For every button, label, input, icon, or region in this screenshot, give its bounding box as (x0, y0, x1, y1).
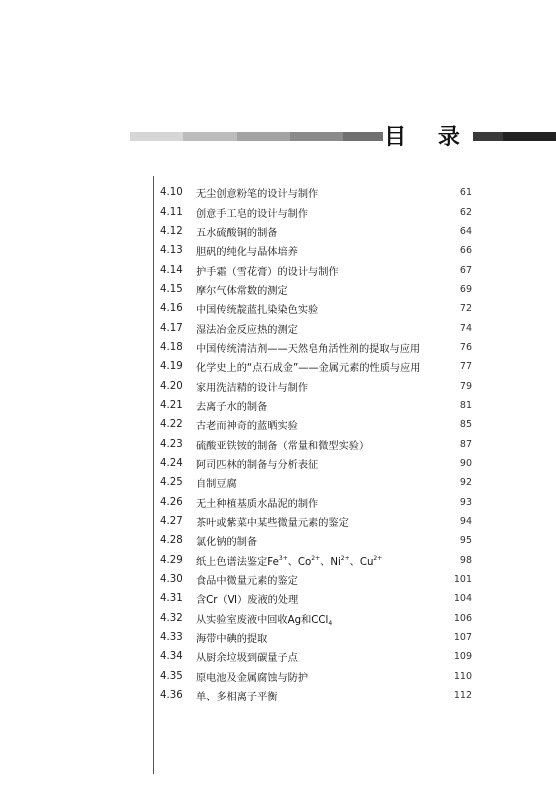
entry-number: 4.32 (160, 612, 183, 624)
entry-title: 化学史上的“点石成金”——金属元素的性质与应用 (196, 363, 421, 375)
entry-title: 纸上色谱法鉴定$Fe^{3+}$、$Co^{2+}$、$Ni^{2+}$、$Cu^{2+}$ (196, 554, 383, 568)
entry-number: 4.17 (160, 322, 183, 334)
toc-entry[interactable] (160, 454, 472, 473)
entry-number: 4.14 (160, 264, 183, 276)
entry-number: 4.10 (160, 187, 183, 199)
entry-title: 摩尔气体常数的测定 (196, 285, 288, 297)
entry-page: 90 (459, 457, 472, 469)
entry-number: 4.22 (160, 419, 183, 431)
entry-number: 4.23 (160, 438, 183, 450)
entry-title: 胆矾的纯化与晶体培养 (196, 247, 298, 259)
toc-entry[interactable] (160, 299, 472, 318)
entry-title: 含Cr（Ⅵ）废液的处理 (196, 595, 299, 607)
entry-title: 海带中碘的提取 (196, 634, 268, 646)
toc-entry[interactable] (160, 357, 472, 376)
entry-title: 单、多相离子平衡 (196, 692, 278, 704)
entry-title: 氯化钠的制备 (196, 537, 258, 549)
entry-page: 72 (459, 303, 472, 315)
entry-title: 自制豆腐 (196, 479, 237, 491)
entry-number: 4.31 (160, 593, 183, 605)
toc-entry[interactable] (160, 628, 472, 647)
margin-rule (153, 176, 154, 774)
toc-entry[interactable] (160, 318, 472, 337)
entry-title: 硫酸亚铁铵的制备（常量和微型实验） (196, 440, 370, 452)
entry-page: 74 (459, 322, 472, 334)
toc-entry[interactable] (160, 260, 472, 279)
entry-page: 64 (459, 225, 472, 237)
entry-number: 4.21 (160, 399, 183, 411)
entry-page: 85 (459, 419, 472, 431)
entry-number: 4.25 (160, 477, 183, 489)
toc-entry[interactable] (160, 570, 472, 589)
entry-number: 4.36 (160, 690, 183, 702)
entry-title: 湿法冶金反应热的测定 (196, 324, 298, 336)
toc-entry[interactable] (160, 609, 472, 628)
page-title: 目 录 (383, 121, 473, 153)
entry-page: 81 (459, 399, 472, 411)
toc-entry[interactable] (160, 589, 472, 608)
toc-entry[interactable] (160, 551, 472, 570)
entry-number: 4.35 (160, 670, 183, 682)
toc-entry[interactable] (160, 686, 472, 705)
entry-title: 创意手工皂的设计与制作 (196, 208, 309, 220)
entry-page: 104 (453, 593, 472, 605)
entry-page: 93 (459, 496, 472, 508)
entry-title: 食品中微量元素的鉴定 (196, 576, 298, 588)
entry-number: 4.13 (160, 245, 183, 257)
entry-page: 77 (459, 361, 472, 373)
entry-page: 101 (453, 574, 472, 586)
entry-title: 原电池及金属腐蚀与防护 (196, 672, 309, 684)
entry-page: 95 (459, 535, 472, 547)
toc-entry[interactable] (160, 376, 472, 395)
entry-title: 中国传统靛蓝扎染染色实验 (196, 305, 319, 317)
toc-entry[interactable] (160, 512, 472, 531)
entry-title: 茶叶或紫菜中某些微量元素的鉴定 (196, 518, 349, 530)
entry-number: 4.28 (160, 535, 183, 547)
entry-page: 98 (459, 554, 472, 566)
entry-number: 4.18 (160, 341, 183, 353)
entry-page: 112 (453, 690, 472, 702)
entry-page: 62 (459, 206, 472, 218)
entry-page: 92 (459, 477, 472, 489)
toc-entry[interactable] (160, 396, 472, 415)
header-gradient-band (130, 132, 556, 141)
toc-entry[interactable] (160, 531, 472, 550)
toc-entry[interactable] (160, 473, 472, 492)
entry-number: 4.29 (160, 554, 183, 566)
entry-page: 110 (453, 670, 472, 682)
toc-entry[interactable] (160, 222, 472, 241)
toc-entry[interactable] (160, 667, 472, 686)
toc-entry[interactable] (160, 241, 472, 260)
entry-number: 4.15 (160, 283, 183, 295)
entry-title: 去离子水的制备 (196, 401, 268, 413)
entry-number: 4.26 (160, 496, 183, 508)
toc-entry[interactable] (160, 183, 472, 202)
entry-title: 家用洗洁精的设计与制作 (196, 382, 309, 394)
entry-page: 109 (453, 651, 472, 663)
entry-number: 4.27 (160, 516, 183, 528)
toc-entry[interactable] (160, 493, 472, 512)
entry-page: 76 (459, 341, 472, 353)
entry-number: 4.24 (160, 457, 183, 469)
entry-title: 无尘创意粉笔的设计与制作 (196, 189, 319, 201)
entry-page: 106 (453, 612, 472, 624)
entry-title: 护手霜（雪花膏）的设计与制作 (196, 266, 339, 278)
entry-page: 79 (459, 380, 472, 392)
entry-page: 87 (459, 438, 472, 450)
toc-entry[interactable] (160, 415, 472, 434)
toc-entry[interactable] (160, 647, 472, 666)
entry-title: 古老而神奇的蓝晒实验 (196, 421, 298, 433)
entry-title: 阿司匹林的制备与分析表征 (196, 459, 319, 471)
entry-number: 4.34 (160, 651, 183, 663)
entry-number: 4.11 (160, 206, 183, 218)
entry-number: 4.19 (160, 361, 183, 373)
entry-title: 无土种植基质水晶泥的制作 (196, 498, 319, 510)
entry-title: 五水硫酸铜的制备 (196, 227, 278, 239)
entry-number: 4.30 (160, 574, 183, 586)
entry-page: 69 (459, 283, 472, 295)
toc-list (160, 183, 472, 705)
entry-title: 从厨余垃圾到碳量子点 (196, 653, 298, 665)
toc-entry[interactable] (160, 434, 472, 453)
entry-number: 4.33 (160, 632, 183, 644)
entry-number: 4.12 (160, 225, 183, 237)
toc-entry[interactable] (160, 338, 472, 357)
entry-page: 107 (453, 632, 472, 644)
entry-number: 4.20 (160, 380, 183, 392)
entry-title: 从实验室废液中回收Ag和CCl$_4$ (196, 614, 333, 626)
toc-entry[interactable] (160, 280, 472, 299)
entry-page: 94 (459, 516, 472, 528)
entry-page: 67 (459, 264, 472, 276)
toc-entry[interactable] (160, 202, 472, 221)
entry-number: 4.16 (160, 303, 183, 315)
entry-page: 61 (459, 187, 472, 199)
entry-page: 66 (459, 245, 472, 257)
entry-title: 中国传统清洁剂——天然皂角活性剂的提取与应用 (196, 343, 421, 355)
